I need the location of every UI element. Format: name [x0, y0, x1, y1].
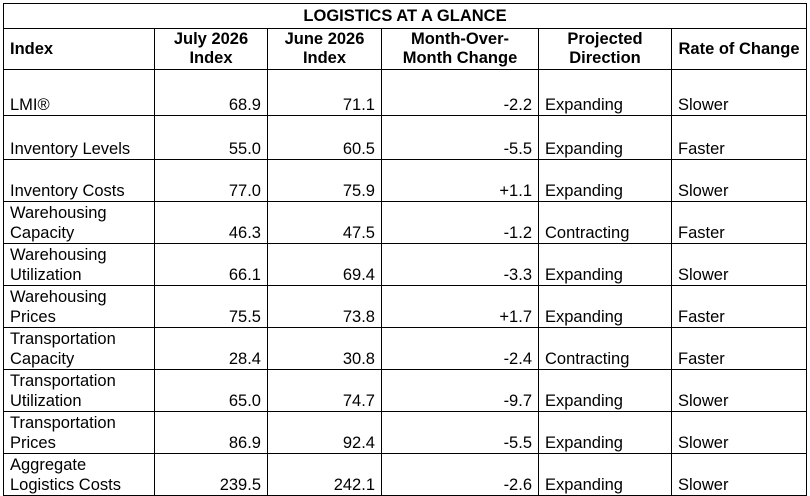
cell-june: 75.9 — [268, 160, 382, 202]
cell-index: Warehousing Prices — [4, 286, 155, 328]
cell-rate: Slower — [672, 244, 807, 286]
cell-direction: Contracting — [539, 202, 672, 244]
cell-mom: -2.2 — [382, 70, 539, 116]
header-row — [4, 29, 807, 70]
cell-index: Aggregate Logistics Costs — [4, 454, 155, 496]
cell-june: 92.4 — [268, 412, 382, 454]
cell-july: 55.0 — [155, 116, 268, 160]
cell-june: 71.1 — [268, 70, 382, 116]
table-body — [4, 70, 807, 496]
cell-index: Inventory Levels — [4, 116, 155, 160]
cell-direction: Expanding — [539, 412, 672, 454]
cell-june: 60.5 — [268, 116, 382, 160]
cell-mom: +1.1 — [382, 160, 539, 202]
cell-index: Transportation Capacity — [4, 328, 155, 370]
cell-mom: -9.7 — [382, 370, 539, 412]
cell-july: 68.9 — [155, 70, 268, 116]
cell-july: 65.0 — [155, 370, 268, 412]
logistics-table — [3, 3, 807, 496]
cell-july: 239.5 — [155, 454, 268, 496]
header-direction: Projected Direction — [539, 29, 672, 70]
table-row — [4, 244, 807, 286]
cell-july: 66.1 — [155, 244, 268, 286]
cell-index: LMI® — [4, 70, 155, 116]
cell-direction: Expanding — [539, 116, 672, 160]
cell-direction: Expanding — [539, 70, 672, 116]
cell-june: 30.8 — [268, 328, 382, 370]
cell-june: 242.1 — [268, 454, 382, 496]
table-row — [4, 70, 807, 116]
cell-rate: Faster — [672, 116, 807, 160]
table-row — [4, 116, 807, 160]
header-index: Index — [4, 29, 155, 70]
cell-june: 47.5 — [268, 202, 382, 244]
cell-july: 75.5 — [155, 286, 268, 328]
cell-direction: Expanding — [539, 244, 672, 286]
cell-mom: +1.7 — [382, 286, 539, 328]
cell-mom: -1.2 — [382, 202, 539, 244]
cell-july: 77.0 — [155, 160, 268, 202]
cell-june: 69.4 — [268, 244, 382, 286]
header-july: July 2026 Index — [155, 29, 268, 70]
cell-rate: Faster — [672, 202, 807, 244]
cell-index: Warehousing Capacity — [4, 202, 155, 244]
title-row — [4, 4, 807, 29]
cell-rate: Slower — [672, 454, 807, 496]
table-row — [4, 160, 807, 202]
cell-mom: -2.6 — [382, 454, 539, 496]
cell-mom: -2.4 — [382, 328, 539, 370]
table-row — [4, 286, 807, 328]
cell-direction: Expanding — [539, 286, 672, 328]
table-row — [4, 370, 807, 412]
cell-rate: Faster — [672, 286, 807, 328]
cell-june: 73.8 — [268, 286, 382, 328]
cell-rate: Slower — [672, 160, 807, 202]
cell-mom: -3.3 — [382, 244, 539, 286]
cell-june: 74.7 — [268, 370, 382, 412]
cell-july: 28.4 — [155, 328, 268, 370]
table-title: LOGISTICS AT A GLANCE — [4, 4, 807, 29]
cell-index: Transportation Utilization — [4, 370, 155, 412]
cell-july: 86.9 — [155, 412, 268, 454]
cell-july: 46.3 — [155, 202, 268, 244]
header-rate: Rate of Change — [672, 29, 807, 70]
cell-rate: Faster — [672, 328, 807, 370]
cell-rate: Slower — [672, 370, 807, 412]
table-row — [4, 412, 807, 454]
table-row — [4, 328, 807, 370]
table-row — [4, 454, 807, 496]
header-june: June 2026 Index — [268, 29, 382, 70]
cell-direction: Expanding — [539, 454, 672, 496]
cell-mom: -5.5 — [382, 412, 539, 454]
table-row — [4, 202, 807, 244]
header-mom: Month-Over-Month Change — [382, 29, 539, 70]
cell-index: Warehousing Utilization — [4, 244, 155, 286]
cell-index: Inventory Costs — [4, 160, 155, 202]
cell-direction: Expanding — [539, 160, 672, 202]
cell-direction: Expanding — [539, 370, 672, 412]
cell-rate: Slower — [672, 70, 807, 116]
cell-mom: -5.5 — [382, 116, 539, 160]
cell-index: Transportation Prices — [4, 412, 155, 454]
cell-rate: Slower — [672, 412, 807, 454]
cell-direction: Contracting — [539, 328, 672, 370]
